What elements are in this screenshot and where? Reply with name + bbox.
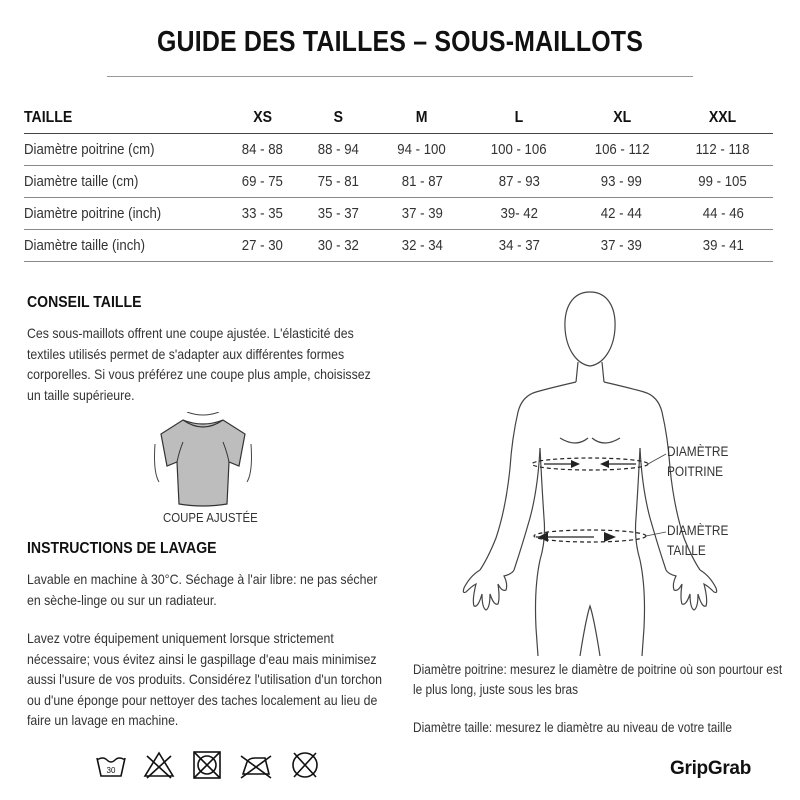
table-cell: 33 - 35 <box>224 198 300 230</box>
lavage-text-1: Lavable en machine à 30°C. Séchage à l'air libre: ne pas sécher en sèche-linge ou sur un radiateur. <box>27 571 378 608</box>
header-cell: M <box>377 103 467 134</box>
header-cell: XL <box>571 103 673 134</box>
table-cell: 112 - 118 <box>673 134 773 166</box>
table-cell: 99 - 105 <box>673 166 773 198</box>
table-cell: 37 - 39 <box>571 230 673 262</box>
no-iron-icon <box>239 750 273 780</box>
no-dry-clean-icon <box>289 750 321 780</box>
wash-temp-label: 30 <box>106 766 116 775</box>
waist-label-line-2: TAILLE <box>667 543 706 558</box>
chest-label-line-1: DIAMÈTRE <box>667 444 729 459</box>
lavage-text-2: Lavez votre équipement uniquement lorsque strictement nécessaire; vous évitez ainsi le gaspillage d'eau mais minimisez aussi l'usure de vos produits. Considérez l'utilisation d'un torchon ou d'une éponge pour nettoyer des taches localement au lieu de faire un lavage en machine. <box>27 630 382 728</box>
table-cell: 39 - 41 <box>673 230 773 262</box>
table-cell: 37 - 39 <box>377 198 467 230</box>
chest-label <box>667 442 728 482</box>
row-label: Diamètre taille (inch) <box>24 230 224 262</box>
size-table <box>24 103 773 262</box>
shirt-caption: COUPE AJUSTÉE <box>163 510 258 525</box>
page-title: GUIDE DES TAILLES – SOUS-MAILLOTS <box>156 26 644 58</box>
lavage-title: INSTRUCTIONS DE LAVAGE <box>27 540 217 557</box>
table-row <box>24 166 773 198</box>
no-tumble-dry-icon <box>191 750 223 780</box>
row-label: Diamètre taille (cm) <box>24 166 224 198</box>
header-cell: TAILLE <box>24 103 224 134</box>
table-row <box>24 134 773 166</box>
table-cell: 69 - 75 <box>224 166 300 198</box>
conseil-text: Ces sous-maillots offrent une coupe ajustée. L'élasticité des textiles utilisés permet de s'adapter aux différentes formes corporelles. Si vous préférez une coupe plus ample, choisissez un taille supérieure. <box>27 325 371 403</box>
table-cell: 106 - 112 <box>571 134 673 166</box>
chest-label-line-2: POITRINE <box>667 464 724 479</box>
row-label: Diamètre poitrine (cm) <box>24 134 224 166</box>
chest-measure-note: Diamètre poitrine: mesurez le diamètre de poitrine où son pourtour est le plus long, juste sous les bras <box>413 662 783 697</box>
header-cell: XXL <box>673 103 773 134</box>
table-row <box>24 230 773 262</box>
table-cell: 93 - 99 <box>571 166 673 198</box>
table-header-row <box>24 103 773 134</box>
header-cell: XS <box>224 103 300 134</box>
fitted-shirt-icon <box>153 412 253 508</box>
table-cell: 88 - 94 <box>300 134 376 166</box>
table-cell: 100 - 106 <box>467 134 571 166</box>
table-cell: 30 - 32 <box>300 230 376 262</box>
table-cell: 32 - 34 <box>377 230 467 262</box>
gripgrab-logo: GripGrab <box>670 758 752 779</box>
waist-label-line-1: DIAMÈTRE <box>667 523 729 538</box>
table-cell: 81 - 87 <box>377 166 467 198</box>
table-cell: 27 - 30 <box>224 230 300 262</box>
table-cell: 44 - 46 <box>673 198 773 230</box>
header-cell: S <box>300 103 376 134</box>
header-cell: L <box>467 103 571 134</box>
table-cell: 75 - 81 <box>300 166 376 198</box>
no-bleach-icon <box>143 750 175 780</box>
table-cell: 34 - 37 <box>467 230 571 262</box>
table-cell: 84 - 88 <box>224 134 300 166</box>
table-row <box>24 198 773 230</box>
table-cell: 94 - 100 <box>377 134 467 166</box>
row-label: Diamètre poitrine (inch) <box>24 198 224 230</box>
conseil-title: CONSEIL TAILLE <box>27 294 142 311</box>
table-cell: 39- 42 <box>467 198 571 230</box>
wash-30-icon <box>95 750 127 780</box>
waist-label <box>667 521 728 561</box>
table-cell: 42 - 44 <box>571 198 673 230</box>
waist-measure-note: Diamètre taille: mesurez le diamètre au niveau de votre taille <box>413 720 732 735</box>
table-cell: 35 - 37 <box>300 198 376 230</box>
title-divider <box>107 76 693 77</box>
table-cell: 87 - 93 <box>467 166 571 198</box>
